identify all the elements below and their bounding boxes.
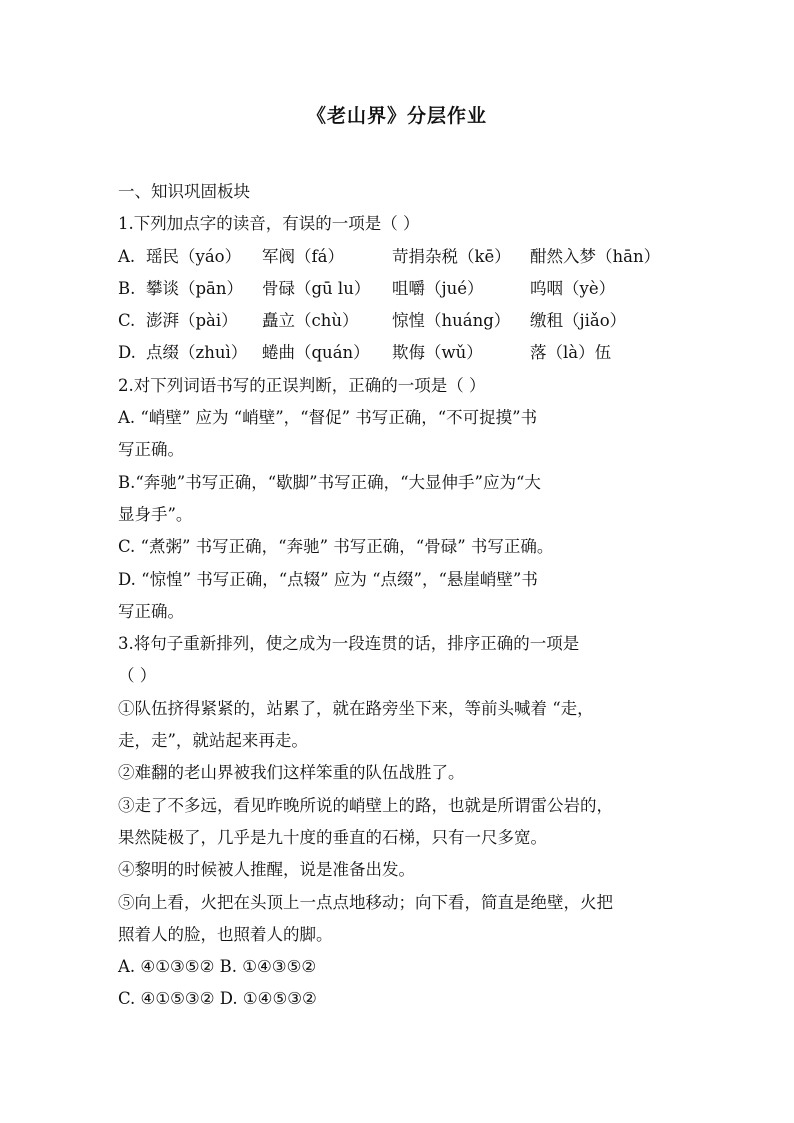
question-3-sentence: 果然陡极了，几乎是九十度的垂直的石梯，只有一尺多宽。 [118, 827, 547, 847]
option-item: 攀谈（pān） [146, 278, 244, 298]
option-label: A. [118, 246, 136, 266]
option-item: 澎湃（pài） [146, 311, 238, 331]
question-2-stem: 2.对下列词语书写的正误判断，正确的一项是（ ） [118, 375, 486, 395]
question-2-line: 写正确。 [118, 601, 184, 621]
question-3-sentence: ①队伍挤得紧紧的，站累了，就在路旁坐下来，等前头喊着 “走， [118, 698, 594, 718]
option-item: 苛捐杂税（kē） [392, 246, 511, 266]
option-item: 缴租（jiǎo） [530, 311, 627, 331]
question-1-option-c [118, 305, 678, 337]
option-item: 骨碌（gū lu） [262, 278, 371, 298]
question-3-stem: 3.将句子重新排列，使之成为一段连贯的话，排序正确的一项是 [118, 634, 580, 654]
question-2-line: 显身手”。 [118, 504, 193, 524]
question-3-answer-row: A. ④①③⑤② B. ①④③⑤② [118, 957, 317, 977]
question-3-sentence: ③走了不多远，看见昨晚所说的峭壁上的路，也就是所谓雷公岩的， [118, 795, 613, 815]
question-3-stem: （ ） [118, 666, 157, 686]
question-3-sentence: ②难翻的老山界被我们这样笨重的队伍战胜了。 [118, 763, 465, 783]
question-2-line: A. “峭壁” 应为 “峭壁”，“督促” 书写正确，“不可捉摸”书 [118, 408, 538, 428]
question-1-option-d [118, 337, 678, 369]
question-3-sentence: 照着人的脸，也照着人的脚。 [118, 924, 333, 944]
question-1-stem: 1.下列加点字的读音，有误的一项是（ ） [118, 214, 420, 234]
question-2-line: B.“奔驰”书写正确，“歇脚”书写正确，“大显伸手”应为“大 [118, 472, 541, 492]
question-2-line: 写正确。 [118, 440, 184, 460]
question-3-sentence: ④黎明的时候被人推醒，说是准备出发。 [118, 860, 415, 880]
section-heading: 一、知识巩固板块 [118, 182, 250, 201]
question-2-line: D. “惊惶” 书写正确，“点辍” 应为 “点缀”，“悬崖峭壁”书 [118, 569, 538, 589]
question-1-option-b [118, 273, 678, 305]
question-1-option-a [118, 241, 678, 273]
question-2-line: C. “煮粥” 书写正确，“奔驰” 书写正确，“骨碌” 书写正确。 [118, 537, 554, 557]
option-item: 矗立（chù） [262, 311, 359, 331]
question-3-answer-row: C. ④①⑤③② D. ①④⑤③② [118, 989, 317, 1009]
document-title: 《老山界》分层作业 [306, 105, 487, 127]
option-item: 呜咽（yè） [530, 278, 616, 298]
option-item: 欺侮（wǔ） [392, 343, 483, 363]
option-label: C. [118, 311, 136, 331]
document-body [118, 176, 678, 1016]
option-item: 酣然入梦（hān） [530, 246, 661, 266]
question-3-sentence: 走，走”，就站起来再走。 [118, 731, 308, 751]
option-item: 落（là）伍 [530, 343, 612, 363]
option-item: 蜷曲（quán） [262, 343, 370, 363]
option-label: D. [118, 343, 136, 363]
option-item: 瑶民（yáo） [146, 246, 242, 266]
option-item: 军阀（fá） [262, 246, 344, 266]
option-item: 咀嚼（jué） [392, 278, 484, 298]
option-label: B. [118, 278, 136, 298]
option-item: 点缀（zhuì） [146, 343, 248, 363]
question-3-sentence: ⑤向上看，火把在头顶上一点点地移动；向下看，简直是绝壁，火把 [118, 892, 613, 912]
option-item: 惊惶（huáng） [392, 311, 511, 331]
